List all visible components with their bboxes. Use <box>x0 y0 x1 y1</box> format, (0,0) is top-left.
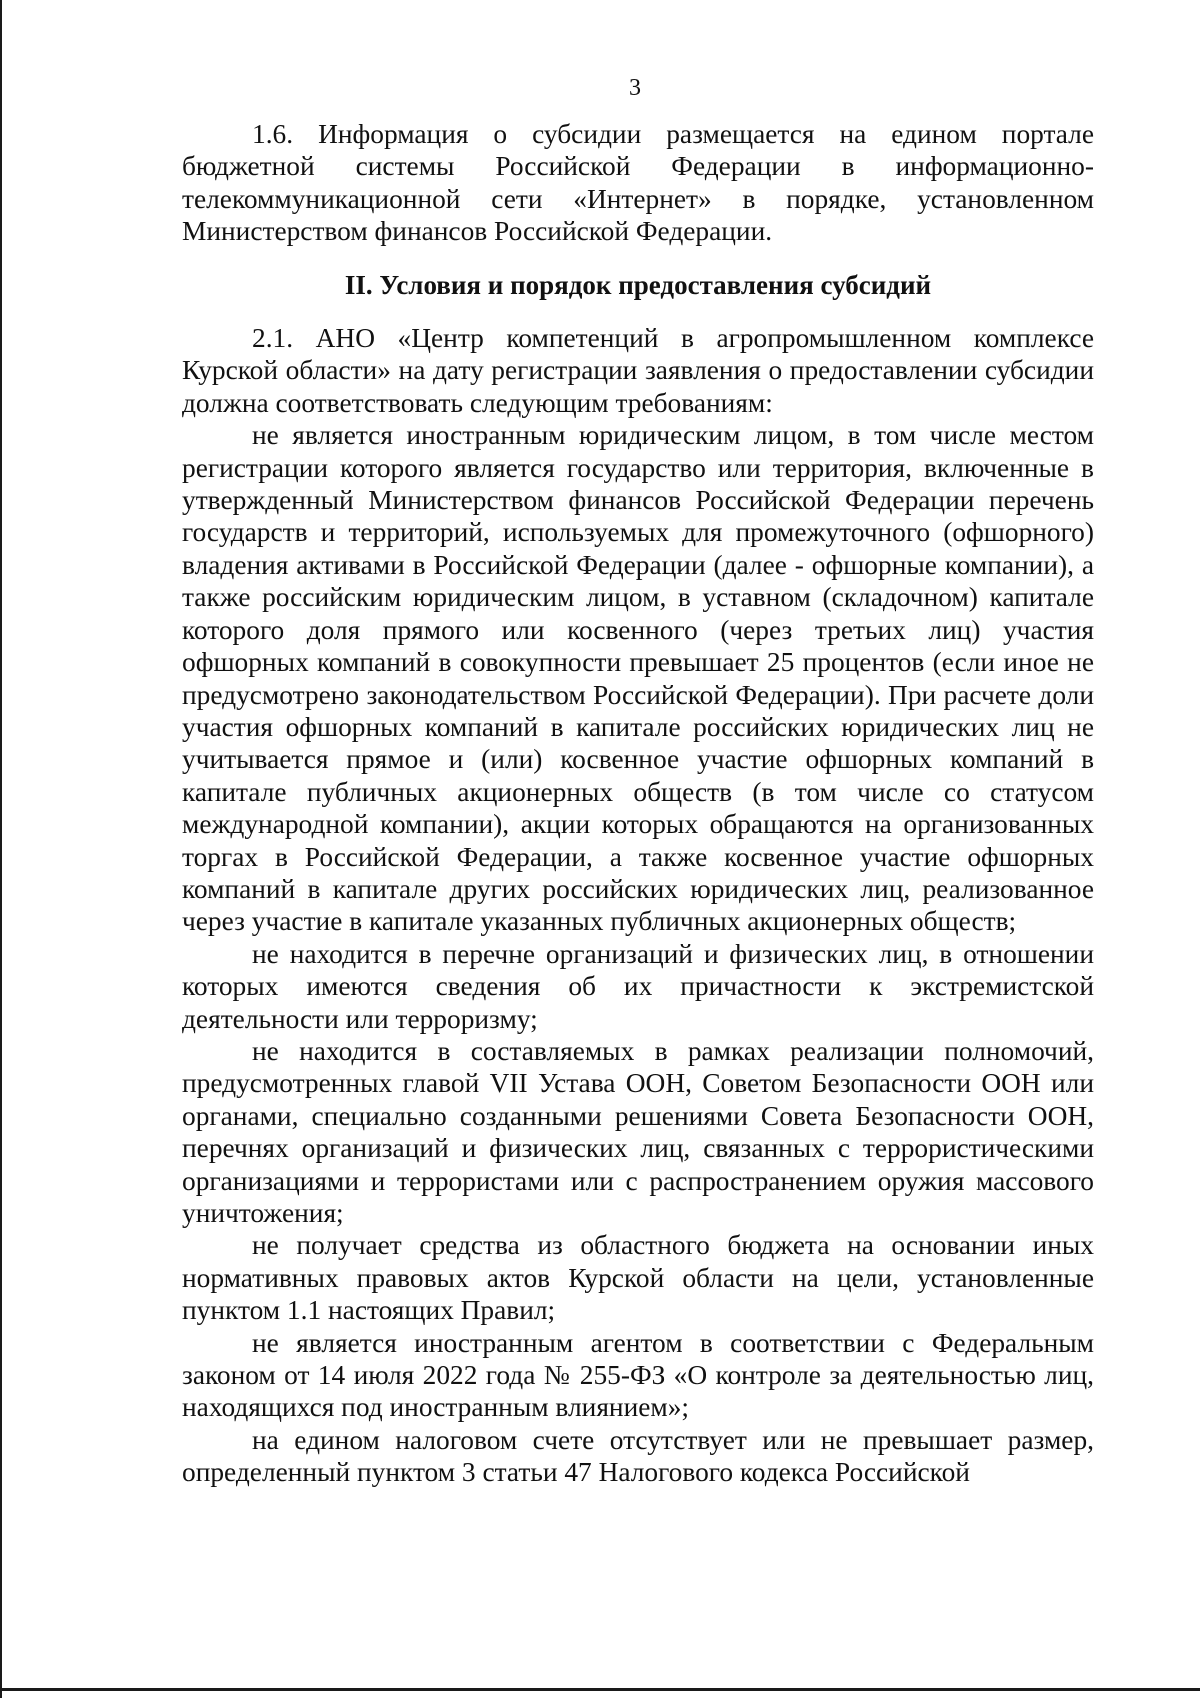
scan-left-edge <box>0 0 2 1698</box>
section-heading: II. Условия и порядок предоставления субсидий <box>344 269 932 300</box>
scan-bottom-edge <box>0 1688 1200 1691</box>
requirement-un-sanctions: не находится в составляемых в рамках реализации полномочий, предусмотренных главой VII Устава ООН, Советом Безопасности ООН или органами, специально созданными решениями Совета Безопасности ООН, перечнях организаций и физических лиц, связанных с террористическими организациями и террористами или с распространением оружия массового уничтожения; <box>182 1035 1094 1228</box>
requirement-offshore: не является иностранным юридическим лицом, в том числе местом регистрации которого является государство или территория, включенные в утвержденный Министерством финансов Российской Федерации перечень государств и территорий, используемых для промежуточного (офшорного) владения активами в Российской Федерации (далее - офшорные компании), а также российским юридическим лицом, в уставном (складочном) капитале которого доля прямого или косвенного (через третьих лиц) участия офшорных компаний в совокупности превышает 25 процентов (если иное не предусмотрено законодательством Российской Федерации). При расчете доли участия офшорных компаний в капитале российских юридических лиц не учитывается прямое и (или) косвенное участие офшорных компаний в капитале публичных акционерных обществ (в том числе со статусом международной компании), акции которых обращаются на организованных торгах в Российской Федерации, а также косвенное участие офшорных компаний в капитале других российских юридических лиц, реализованное через участие в капитале указанных публичных акционерных обществ; <box>182 420 1094 937</box>
requirement-tax-account: на едином налоговом счете отсутствует или не превышает размер, определенный пунктом 3 статьи 47 Налогового кодекса Российской <box>182 1424 1094 1488</box>
requirement-extremism: не находится в перечне организаций и физических лиц, в отношении которых имеются сведения об их причастности к экстремистской деятельности или терроризму; <box>182 938 1094 1034</box>
paragraph-2-1: 2.1. АНО «Центр компетенций в агропромышленном комплексе Курской области» на дату регистрации заявления о предоставлении субсидии должна соответствовать следующим требованиям: <box>182 323 1094 418</box>
requirement-foreign-agent: не является иностранным агентом в соответствии с Федеральным законом от 14 июля 2022 года № 255-ФЗ «О контроле за деятельностью лиц, находящихся под иностранным влиянием»; <box>182 1327 1094 1423</box>
requirement-regional-budget: не получает средства из областного бюджета на основании иных нормативных правовых актов Курской области на цели, установленные пунктом 1.1 настоящих Правил; <box>182 1230 1094 1326</box>
page-number: 3 <box>629 75 641 101</box>
paragraph-1-6: 1.6. Информация о субсидии размещается на едином портале бюджетной системы Российской Федерации в информационно-телекоммуникационной сети «Интернет» в порядке, установленном Министерством финансов Российской Федерации. <box>182 119 1094 247</box>
document-body <box>182 118 1094 1489</box>
